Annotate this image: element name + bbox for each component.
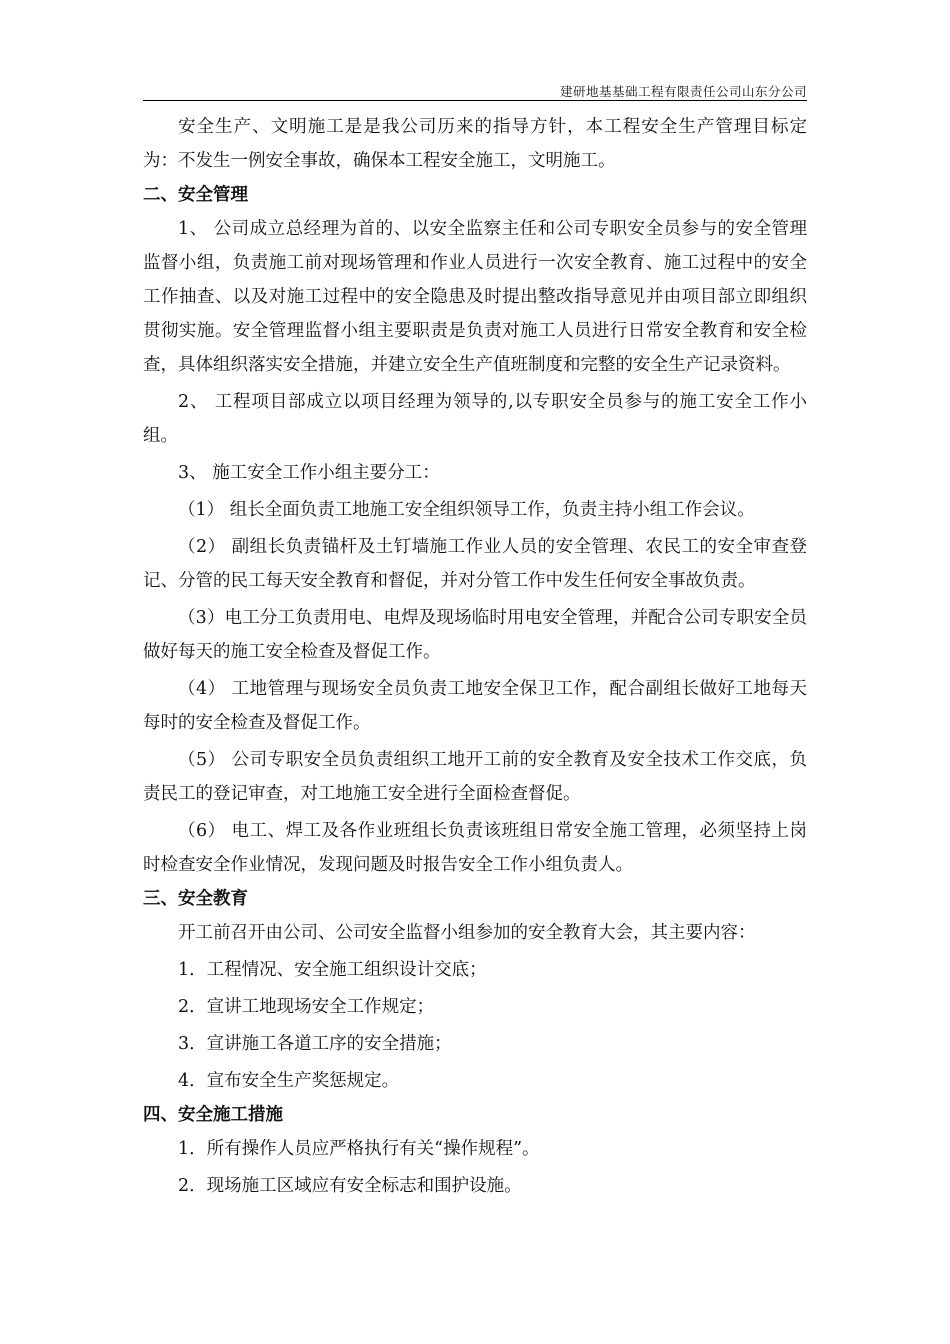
- paragraph-2: 2、 工程项目部成立以项目经理为领导的,以专职安全员参与的施工安全工作小组。: [143, 392, 807, 446]
- measure-item-1: 1．所有操作人员应严格执行有关“操作规程”。: [178, 1139, 540, 1159]
- section-heading-safety-management: 二、安全管理: [143, 185, 248, 205]
- paragraph-3: 3、 施工安全工作小组主要分工：: [178, 463, 440, 483]
- education-item-4: 4．宣布安全生产奖惩规定。: [178, 1071, 400, 1091]
- page-header-company: 建研地基基础工程有限责任公司山东分公司: [559, 84, 807, 99]
- sub-item-1: （1） 组长全面负责工地施工安全组织领导工作，负责主持小组工作会议。: [178, 500, 755, 520]
- section-heading-safety-measures: 四、安全施工措施: [143, 1105, 283, 1125]
- paragraph-1: 1、 公司成立总经理为首的、以安全监察主任和公司专职安全员参与的安全管理监督小组，负责施工前对现场管理和作业人员进行一次安全教育、施工过程中的安全工作抽查、以及对施工过程中的安全隐患及时提出整改指导意见并由项目部立即组织贯彻实施。安全管理监督小组主要职责是负责对施工人员进行日常安全教育和安全检查，具体组织落实安全措施，并建立安全生产值班制度和完整的安全生产记录资料。: [143, 219, 807, 375]
- measure-item-2: 2．现场施工区域应有安全标志和围护设施。: [178, 1176, 522, 1196]
- sub-item-3: （3）电工分工负责用电、电焊及现场临时用电安全管理，并配合公司专职安全员做好每天的施工安全检查及督促工作。: [143, 608, 807, 662]
- sub-item-6: （6） 电工、焊工及各作业班组长负责该班组日常安全施工管理，必须坚持上岗时检查安全作业情况，发现问题及时报告安全工作小组负责人。: [143, 821, 807, 875]
- education-item-1: 1．工程情况、安全施工组织设计交底；: [178, 960, 487, 980]
- sub-item-4: （4） 工地管理与现场安全员负责工地安全保卫工作，配合副组长做好工地每天每时的安全检查及督促工作。: [143, 679, 807, 733]
- education-intro: 开工前召开由公司、公司安全监督小组参加的安全教育大会，其主要内容：: [178, 923, 756, 943]
- document-body: [143, 110, 807, 1203]
- header-rule: [143, 100, 807, 101]
- intro-paragraph: 安全生产、文明施工是是我公司历来的指导方针，本工程安全生产管理目标定为：不发生一例安全事故，确保本工程安全施工，文明施工。: [143, 117, 807, 171]
- section-heading-safety-education: 三、安全教育: [143, 889, 248, 909]
- sub-item-2: （2） 副组长负责锚杆及土钉墙施工作业人员的安全管理、农民工的安全审查登记、分管的民工每天安全教育和督促，并对分管工作中发生任何安全事故负责。: [143, 537, 807, 591]
- education-item-2: 2．宣讲工地现场安全工作规定；: [178, 997, 435, 1017]
- education-item-3: 3．宣讲施工各道工序的安全措施；: [178, 1034, 452, 1054]
- sub-item-5: （5） 公司专职安全员负责组织工地开工前的安全教育及安全技术工作交底，负责民工的登记审查，对工地施工安全进行全面检查督促。: [143, 750, 807, 804]
